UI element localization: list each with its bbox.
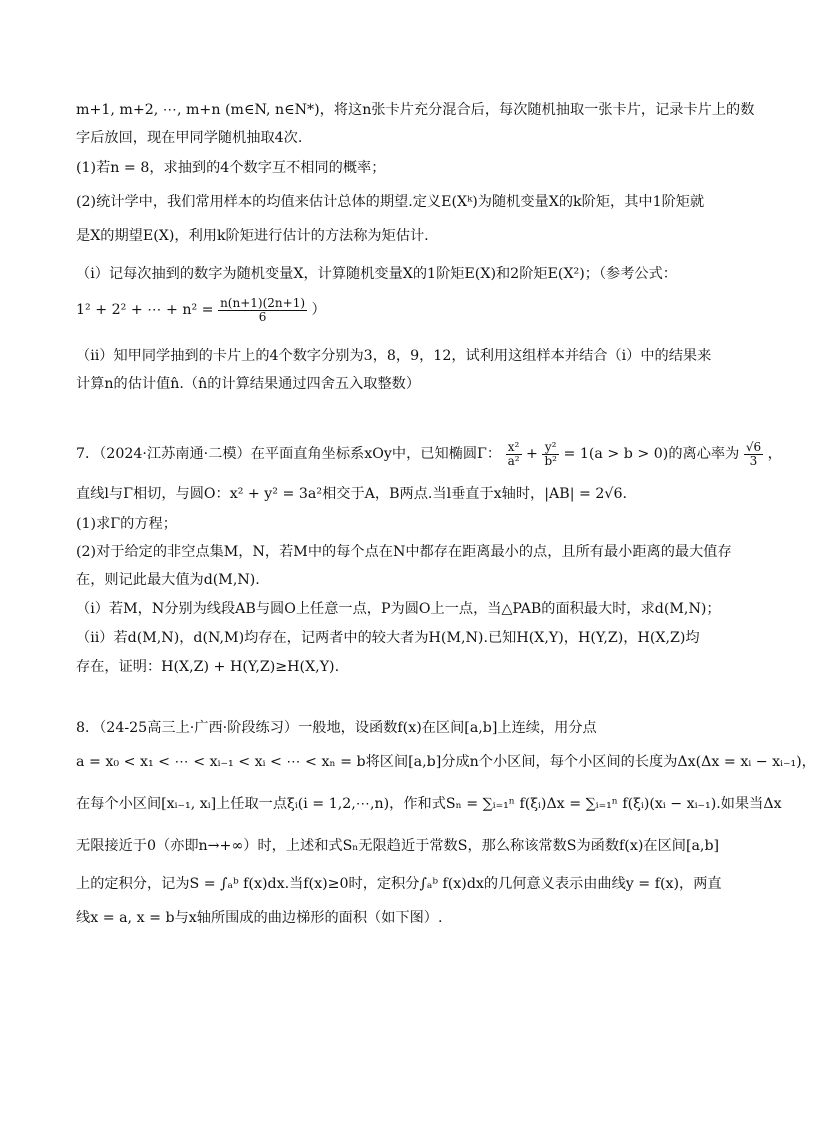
q6-part-1: (1)若n = 8，求抽到的4个数字互不相同的概率； <box>76 160 386 176</box>
q7-plus: + <box>526 446 538 462</box>
q8-line-5: 上的定积分，记为S = ∫ₐᵇ f(x)dx.当f(x)≥0时，定积分∫ₐᵇ f(x)dx的几何意义表示由曲线y = f(x)，两直 <box>76 876 722 892</box>
q8-line-4: 无限接近于0（亦即n→+∞）时，上述和式Sₙ无限趋近于常数S，那么称该常数S为函数f(x)在区间[a,b] <box>76 838 720 854</box>
q6-part-2-line-1: (2)统计学中，我们常用样本的均值来估计总体的期望.定义E(Xᵏ)为随机变量X的k阶矩，其中1阶矩就 <box>76 194 705 210</box>
q7-fraction-x-den: a² <box>507 453 520 468</box>
formula-left: 1² + 2² + ⋯ + n² = <box>76 302 214 318</box>
q7-eccentricity-num: √6 <box>745 439 762 454</box>
q7-fraction-y <box>542 441 559 468</box>
q7-part-2-line-2: 在，则记此最大值为d(M,N). <box>76 572 260 588</box>
formula-close: ） <box>311 302 326 318</box>
q7-eccentricity-den: 3 <box>749 453 758 468</box>
q6-formula <box>76 293 736 327</box>
q6-sub-ii-line-2: 计算n的估计值n̂.（n̂的计算结果通过四舍五入取整数） <box>76 376 421 392</box>
formula-fraction <box>218 297 307 324</box>
q7-fraction-y-den: b² <box>544 453 557 468</box>
q8-line-1: 8．（24-25高三上·广西·阶段练习）一般地，设函数f(x)在区间[a,b]上连续，用分点 <box>76 720 597 736</box>
q6-line-2: 字后放回，现在甲同学随机抽取4次. <box>76 130 303 146</box>
q7-line-1 <box>76 434 782 474</box>
q6-sub-i-line-1: （ⅰ）记每次抽到的数字为随机变量X，计算随机变量X的1阶矩E(X)和2阶矩E(X²)；（参考公式： <box>76 266 677 282</box>
q7-fraction-x-num: x² <box>506 441 522 455</box>
q6-sub-ii-line-1: （ⅱ）知甲同学抽到的卡片上的4个数字分别为3，8，9，12，试利用这组样本并结合（ⅰ）中的结果来 <box>76 348 712 364</box>
q7-sub-i: （ⅰ）若M，N分别为线段AB与圆O上任意一点，P为圆O上一点，当△PAB的面积最大时，求d(M,N)； <box>76 601 721 617</box>
q7-sub-ii-line-2: 存在，证明：H(X,Z) + H(Y,Z)≥H(X,Y). <box>76 659 340 675</box>
q7-eccentricity <box>744 441 763 468</box>
q7-part-1: (1)求Γ的方程； <box>76 516 177 532</box>
q8-line-3: 在每个小区间[xᵢ₋₁, xᵢ]上任取一点ξᵢ(i = 1,2,⋯,n)，作和式Sₙ = ∑ᵢ₌₁ⁿ f(ξᵢ)Δx = ∑ᵢ₌₁ⁿ f(ξᵢ)(xᵢ − xᵢ₋₁).如果当Δx <box>76 796 782 812</box>
q7-line-2: 直线l与Γ相切，与圆O：x² + y² = 3a²相交于A，B两点.当l垂直于x轴时，|AB| = 2√6. <box>76 486 627 502</box>
q7-sub-ii-line-1: （ⅱ）若d(M,N)，d(N,M)均存在，记两者中的较大者为H(M,N).已知H(X,Y)，H(Y,Z)，H(X,Z)均 <box>76 630 700 646</box>
formula-numerator: n(n+1)(2n+1) <box>220 295 306 310</box>
q8-line-6: 线x = a, x = b与x轴所围成的曲边梯形的面积（如下图）. <box>76 910 443 926</box>
q7-part-2-line-1: (2)对于给定的非空点集M，N，若M中的每个点在N中都存在距离最小的点，且所有最小距离的最大值存 <box>76 544 732 560</box>
q7-intro: 7．（2024·江苏南通·二模）在平面直角坐标系xOy中，已知椭圆Γ： <box>76 446 502 462</box>
q7-fraction-x <box>506 441 522 468</box>
q6-part-2-line-2: 是X的期望E(X)，利用k阶矩进行估计的方法称为矩估计. <box>76 228 429 244</box>
q7-comma: ， <box>767 446 782 462</box>
formula-denominator: 6 <box>258 309 267 324</box>
q7-condition: = 1(a > b > 0)的离心率为 <box>563 446 740 462</box>
q6-line-1: m+1, m+2, ⋯, m+n (m∈N, n∈N*)，将这n张卡片充分混合后，每次随机抽取一张卡片，记录卡片上的数 <box>76 102 755 118</box>
q8-line-2: a = x₀ < x₁ < ⋯ < xᵢ₋₁ < xᵢ < ⋯ < xₙ = b将区间[a,b]分成n个小区间，每个小区间的长度为Δx(Δx = xᵢ − xᵢ₋₁)， <box>76 754 816 770</box>
q7-fraction-y-num: y² <box>542 441 559 455</box>
